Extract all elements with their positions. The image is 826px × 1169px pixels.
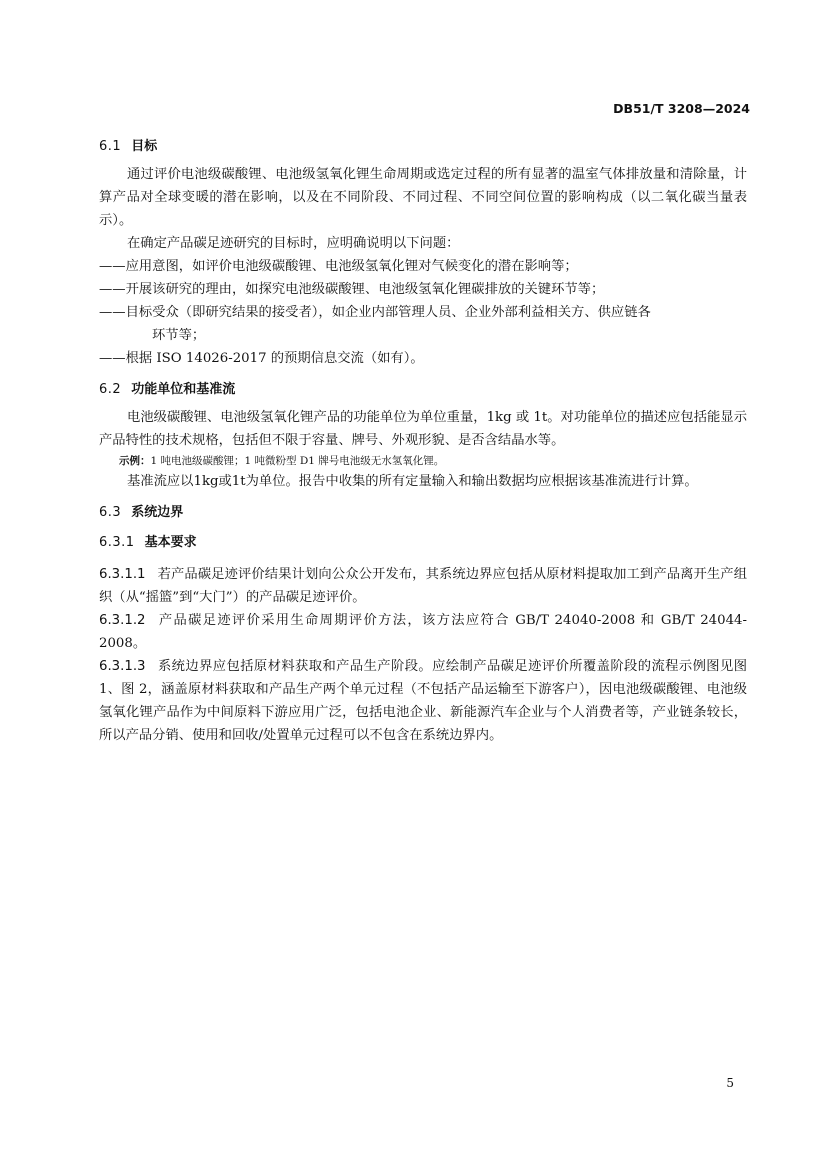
clause-text: 产品碳足迹评价采用生命周期评价方法，该方法应符合 GB/T 24040-2008 和 GB/T 24044-2008。 xyxy=(99,613,747,651)
section-number: 6.1 xyxy=(99,139,122,154)
clause-number: 6.3.1.3 xyxy=(99,659,146,674)
page-number: 5 xyxy=(726,1076,734,1090)
section-number: 6.2 xyxy=(99,382,122,397)
section-6-1-heading xyxy=(99,137,747,157)
paragraph: 通过评价电池级碳酸锂、电池级氢氧化锂生命周期或选定过程的所有显著的温室气体排放量和清除量，计算产品对全球变暖的潜在影响，以及在不同阶段、不同过程、不同空间位置的影响构成（以二氧化碳当量表示）。 xyxy=(99,167,747,228)
paragraph: 电池级碳酸锂、电池级氢氧化锂产品的功能单位为单位重量，1kg 或 1t。对功能单位的描述应包括能显示产品特性的技术规格，包括但不限于容量、牌号、外观形貌、是否含结晶水等。 xyxy=(99,410,747,448)
clause xyxy=(99,609,747,655)
example-label: 示例： xyxy=(119,455,151,467)
section-title: 目标 xyxy=(131,139,158,154)
example-text: 1 吨电池级碳酸锂；1 吨微粉型 D1 牌号电池级无水氢氧化锂。 xyxy=(150,455,445,467)
list-item: ——应用意图，如评价电池级碳酸锂、电池级氢氧化锂对气候变化的潜在影响等； xyxy=(99,259,578,274)
subsection-title: 基本要求 xyxy=(144,535,197,550)
clause-text: 若产品碳足迹评价结果计划向公众公开发布，其系统边界应包括从原材料提取加工到产品离开生产组织（从“摇篮”到“大门”）的产品碳足迹评价。 xyxy=(99,567,747,605)
section-title: 系统边界 xyxy=(131,505,184,520)
clause xyxy=(99,563,747,609)
paragraph: 基准流应以1kg或1t为单位。报告中收集的所有定量输入和输出数据均应根据该基准流进行计算。 xyxy=(127,474,698,489)
example-note xyxy=(99,452,747,470)
section-number: 6.3 xyxy=(99,505,122,520)
document-id: DB51/T 3208—2024 xyxy=(613,101,750,116)
clause-text: 系统边界应包括原材料获取和产品生产阶段。应绘制产品碳足迹评价所覆盖阶段的流程示例图见图 1、图 2，涵盖原材料获取和产品生产两个单元过程（不包括产品运输至下游客户），因电池级碳酸锂、电池级氢氧化锂产品作为中间原料下游应用广泛，包括电池企业、新能源汽车企业与个人消费者等，产业链条较长，所以产品分销、使用和回收/处置单元过程可以不包含在系统边界内。 xyxy=(99,659,747,743)
subsection-number: 6.3.1 xyxy=(99,535,135,550)
list-item: ——目标受众（即研究结果的接受者），如企业内部管理人员、企业外部利益相关方、供应链各 xyxy=(99,305,651,320)
clause xyxy=(99,655,747,747)
list-item: ——根据 ISO 14026-2017 的预期信息交流（如有）。 xyxy=(99,351,424,366)
section-title: 功能单位和基准流 xyxy=(131,382,236,397)
section-6-2-heading xyxy=(99,380,747,400)
clause-number: 6.3.1.2 xyxy=(99,613,146,628)
subsection-6-3-1-heading xyxy=(99,533,747,553)
clause-number: 6.3.1.1 xyxy=(99,567,146,582)
section-6-3-heading xyxy=(99,503,747,523)
list-item-continuation: 环节等； xyxy=(152,328,206,343)
paragraph: 在确定产品碳足迹研究的目标时，应明确说明以下问题： xyxy=(127,236,460,251)
page-content xyxy=(99,137,747,747)
list-item: ——开展该研究的理由，如探究电池级碳酸锂、电池级氢氧化锂碳排放的关键环节等； xyxy=(99,282,605,297)
